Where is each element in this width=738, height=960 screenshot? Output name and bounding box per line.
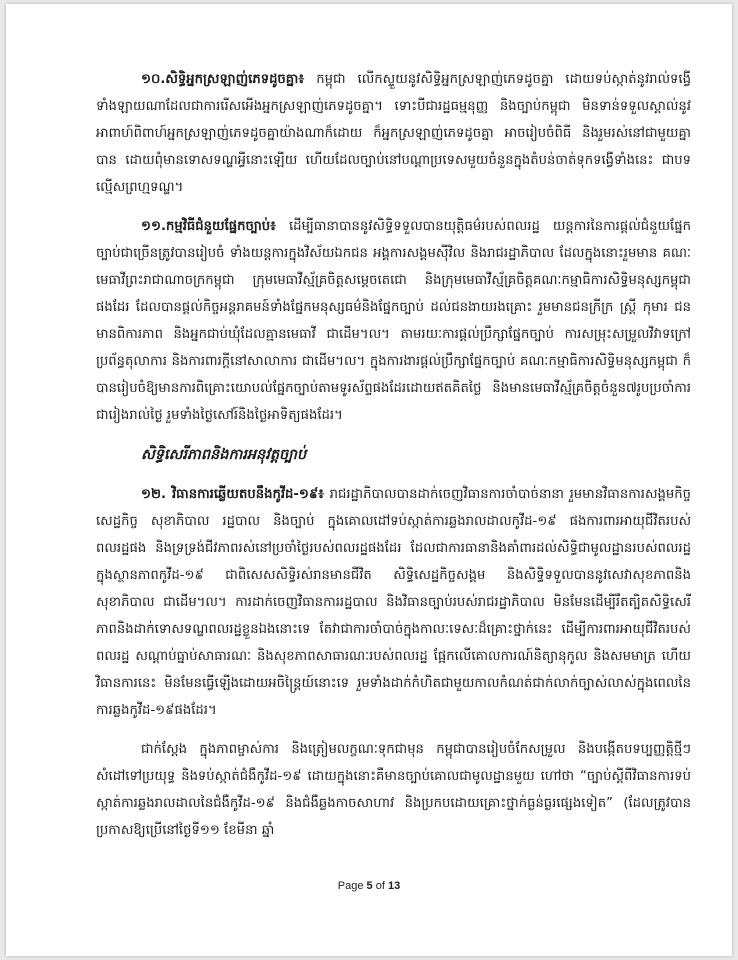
section-heading: សិទ្ធិសេរីភាពនិងការអនុវត្តច្បាប់ bbox=[141, 447, 307, 463]
paragraph-10-text: កម្ពុជា លើកស្ទួយនូវសិទ្ធិអ្នកស្រឡាញ់ភេទដូចគ្នា ដោយទប់ស្កាត់នូវរាល់ទង្វើទាំងឡាយណាដែលជាការរើសអើងអ្នកស្រឡាញ់ភេទដូចគ្នា។ ទោះបីជារដ្ឋធម្មនុញ្ញ និងច្បាប់កម្ពុជា មិនទាន់ទទួលស្គាល់នូវអាពាហ៍ពិពាហ៍អ្នកស្រឡាញ់ភេទដូចគ្នាយ៉ាងណាក៏ដោយ ក៏អ្នកស្រឡាញ់ភេទដូចគ្នា អាចរៀបចំពិធី និងរួមរស់នៅជាមួយគ្នាបាន ដោយពុំមានទោសទណ្ឌអ្វីនោះឡើយ ហើយដែលច្បាប់នៅបណ្ដាប្រទេសមួយចំនួនក្នុងតំបន់ចាត់ទុកទង្វើទាំងនេះ ជាបទល្មើសព្រហ្មទណ្ឌ។ bbox=[96, 72, 691, 195]
page-footer bbox=[6, 880, 732, 892]
document-page bbox=[6, 4, 732, 956]
page-body bbox=[96, 66, 691, 856]
page-current: 5 bbox=[366, 880, 373, 892]
paragraph-12 bbox=[96, 481, 691, 724]
paragraph-12-text: រាជរដ្ឋាភិបាលបានដាក់ចេញវិធានការចាំបាច់នានា រួមមានវិធានការសង្គមកិច្ច សេដ្ឋកិច្ច សុខាភិបាល រដ្ឋបាល និងច្បាប់ ក្នុងគោលដៅទប់ស្កាត់ការឆ្លងរាលដាលកូវីដ-១៩ ផងការពារអាយុជីវិតរបស់ពលរដ្ឋផង និងទ្រទ្រង់ជីវភាពរស់នៅប្រចាំថ្ងៃរបស់ពលរដ្ឋផងដែរ ដែលជាការធានានិងគាំពារដល់សិទ្ធិជាមូលដ្ឋានរបស់ពលរដ្ឋក្នុងស្ថានភាពកូវីដ-១៩ ជាពិសេសសិទ្ធិរស់រានមានជីវិត សិទ្ធិសេដ្ឋកិច្ចសង្គម និងសិទ្ធិទទួលបាននូវសេវាសុខភាពនិងសុខាភិបាល ជាដើម។ល។ ការដាក់ចេញវិធានការរដ្ឋបាល និងវិធានច្បាប់របស់រាជរដ្ឋាភិបាល មិនមែនដើម្បីរឹតត្បិតសិទ្ធិសេរីភាពនិងដាក់ទោសទណ្ឌពលរដ្ឋខ្លួនឯងនោះទេ តែវាជាការចាំបាច់ក្នុងកាលៈទេសៈដ៏គ្រោះថ្នាក់នេះ ដើម្បីការពារអាយុជីវិតរបស់ពលរដ្ឋ សណ្ដាប់ធ្នាប់សាធារណៈ និងសុខភាពសាធារណៈរបស់ពលរដ្ឋ ផ្អែកលើគោលការណ៍និត្យានុកូល និងសមមាត្រ ហើយវិធានការនេះ មិនមែនធ្វើឡើងដោយអចិន្ត្រៃយ៍នោះទេ រួមទាំងដាក់កំហិតជាមួយកាលកំណត់ជាក់លាក់ច្បាស់លាស់ក្នុងពេលនៃការឆ្លងកូវីដ-១៩ផងដែរ។ bbox=[96, 487, 691, 718]
paragraph-12-continued bbox=[96, 736, 691, 844]
page-prefix: Page bbox=[337, 880, 364, 892]
paragraph-12-label: ១២. វិធានការឆ្លើយតបនឹងកូវីដ-១៩៖ bbox=[141, 487, 324, 502]
page-total: 13 bbox=[387, 880, 401, 892]
paragraph-10-label: ១០.សិទ្ធិអ្នកស្រឡាញ់ភេទដូចគ្នា៖ bbox=[141, 72, 305, 87]
paragraph-11-text: ដើម្បីធានាបាននូវសិទ្ធិទទួលបានយុត្តិធម៌របស់ពលរដ្ឋ យន្តការនៃការផ្ដល់ជំនួយផ្នែកច្បាប់ជាច្រើនត្រូវបានរៀបចំ ទាំងយន្តការក្នុងវិស័យឯកជន អង្គការសង្គមស៊ីវិល និងរាជរដ្ឋាភិបាល ដែលក្នុងនោះរួមមាន គណៈមេធាវីព្រះរាជាណាចក្រកម្ពុជា ក្រុមមេធាវីស្ម័គ្រចិត្តសម្ដេចតេជោ និងក្រុមមេធាវីស្ម័គ្រចិត្តគណៈកម្មាធិការសិទ្ធិមនុស្សកម្ពុជាផងដែរ ដែលបានផ្ដល់កិច្ចអន្តរាគមន៍ទាំងផ្នែកមនុស្សធម៌និងផ្នែកច្បាប់ ដល់ជនងាយរងគ្រោះ រួមមានជនក្រីក្រ ស្ត្រី កុមារ ជនមានពិការភាព និងអ្នកជាប់ឃុំដែលគ្មានមេធាវី ជាដើម។ល។ តាមរយៈការផ្ដល់ប្រឹក្សាផ្នែកច្បាប់ ការសម្រុះសម្រួលវិវាទក្រៅប្រព័ន្ធតុលាការ និងការពារក្ដីនៅសាលាការ ជាដើម។ល។ ក្នុងការងារផ្ដល់ប្រឹក្សាផ្នែកច្បាប់ គណៈកម្មាធិការសិទ្ធិមនុស្សកម្ពុជា ក៏បានរៀបចំឱ្យមានការពិគ្រោះយោបល់ផ្នែកច្បាប់តាមទូរស័ព្ទផងដែរដោយឥតគិតថ្លៃ និងមានមេធាវីស្ម័គ្រចិត្តចំនួន៧រូបប្រចាំការជារៀងរាល់ថ្ងៃ រួមទាំងថ្ងៃសៅរ៍និងថ្ងៃអាទិត្យផងដែរ។ bbox=[96, 219, 691, 423]
paragraph-11-label: ១១.កម្មវិធីជំនួយផ្នែកច្បាប់៖ bbox=[141, 219, 276, 234]
paragraph-10 bbox=[96, 66, 691, 201]
paragraph-12-continued-text: ជាក់ស្ដែង ក្នុងភាពម្ចាស់ការ និងត្រៀមលក្ខណៈទុកជាមុន កម្ពុជាបានរៀបចំកែសម្រួល និងបង្កើតបទប្បញ្ញត្តិថ្មីៗ សំដៅទៅប្រយុទ្ធ និងទប់ស្កាត់ជំងឺកូវីដ-១៩ ដោយក្នុងនោះគឺមានច្បាប់គោលជាមូលដ្ឋានមួយ ហៅថា “ច្បាប់ស្ដីពីវិធានការទប់ស្កាត់ការឆ្លងរាលដាលនៃជំងឺកូវីដ-១៩ និងជំងឺឆ្លងកាចសាហាវ និងប្រកបដោយគ្រោះថ្នាក់ធ្ងន់ធ្ងរផ្សេងទៀត” (ដែលត្រូវបានប្រកាសឱ្យប្រើនៅថ្ងៃទី១១ ខែមីនា ឆ្នាំ bbox=[96, 742, 691, 838]
page-of: of bbox=[375, 880, 385, 892]
paragraph-11 bbox=[96, 213, 691, 429]
